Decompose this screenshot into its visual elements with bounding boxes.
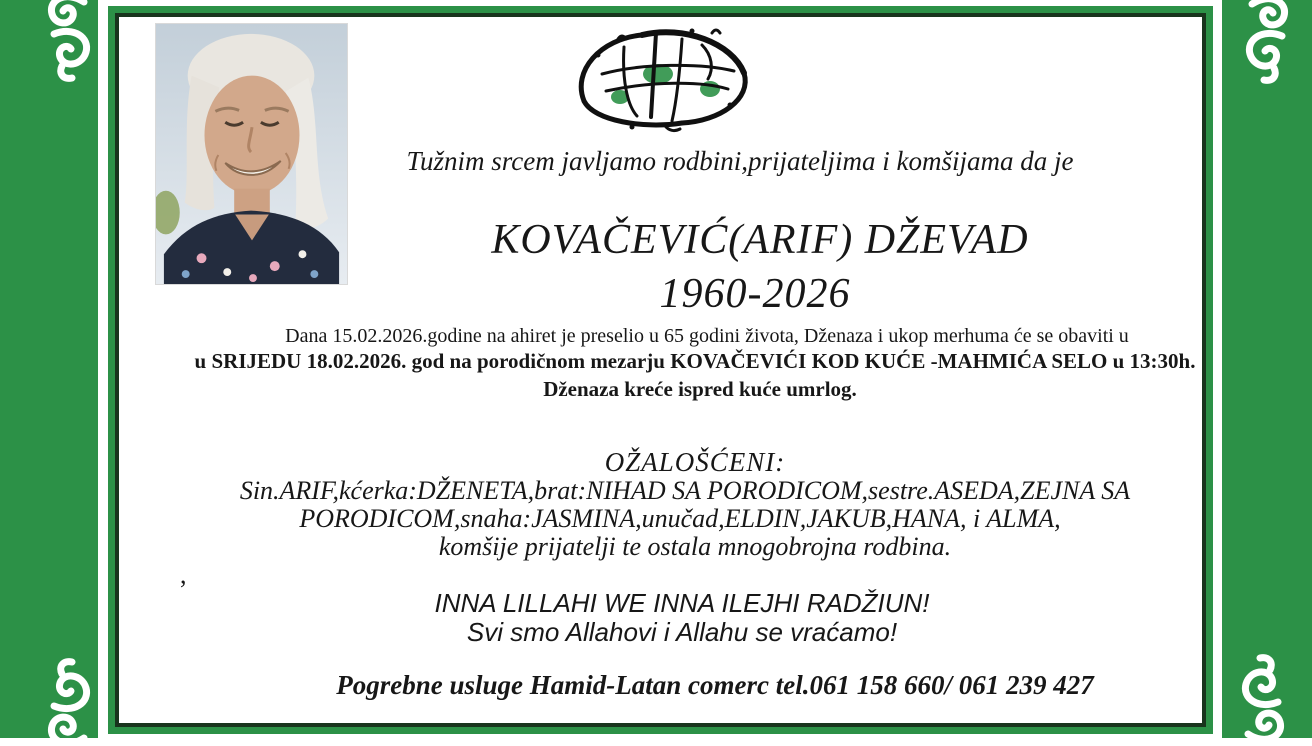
mourners-line-2: PORODICOM,snaha:JASMINA,unučad,ELDIN,JAKUB,HANA, i ALMA, — [299, 504, 1061, 533]
deceased-name: KOVAČEVIĆ(ARIF) DŽEVAD — [491, 217, 1029, 263]
details-line-2: u SRIJEDU 18.02.2026. god na porodičnom mezarju KOVAČEVIĆI KOD KUĆE -MAHMIĆA SELO u 13:30h. — [194, 349, 1196, 373]
mourners-heading: OŽALOŠĆENI: — [604, 447, 786, 477]
mourners-line-3: komšije prijatelji te ostala mnogobrojna rodbina. — [438, 532, 952, 561]
intro-line: Tužnim srcem javljamo rodbini,prijateljima i komšijama da je — [406, 146, 1074, 176]
right-border-band — [1222, 0, 1312, 738]
details-line-3: Dženaza kreće ispred kuće umrlog. — [543, 377, 857, 401]
deceased-years: 1960-2026 — [659, 271, 851, 317]
scroll-ornament-icon — [1240, 0, 1296, 84]
mourners-line-1: Sin.ARIF,kćerka:DŽENETA,brat:NIHAD SA PORODICOM,sestre.ASEDA,ZEJNA SA — [239, 476, 1131, 505]
prayer-line-1: INNA LILLAHI WE INNA ILEJHI RADŽIUN! — [434, 588, 930, 618]
left-border-band — [0, 0, 98, 738]
scroll-ornament-icon — [40, 658, 96, 746]
stray-comma-mark: , — [180, 560, 187, 589]
prayer-line-2: Svi smo Allahovi i Allahu se vraćamo! — [466, 617, 898, 647]
details-line-1: Dana 15.02.2026.godine na ahiret je preselio u 65 godini života, Dženaza i ukop merhuma će se obaviti u — [285, 325, 1129, 347]
scroll-ornament-icon — [40, 0, 96, 82]
funeral-services-line: Pogrebne usluge Hamid-Latan comerc tel.061 158 660/ 061 239 427 — [336, 670, 1094, 700]
arabic-calligraphy-icon — [562, 18, 762, 140]
